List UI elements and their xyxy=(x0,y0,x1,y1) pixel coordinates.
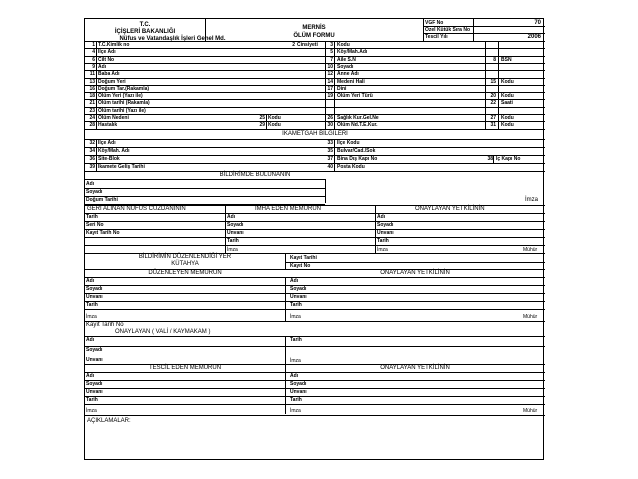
field-label: Doğum Tar.(Rakamla) xyxy=(98,85,150,92)
field-input[interactable] xyxy=(175,64,325,70)
grid-line xyxy=(96,41,97,130)
approver-row-label: Soyadı xyxy=(290,286,307,292)
field-number: 27 xyxy=(490,115,496,121)
field-label: T.C.Kimlik no xyxy=(98,42,130,48)
grid-line xyxy=(85,404,545,405)
field-input[interactable] xyxy=(325,278,535,284)
field-number: 23 xyxy=(89,107,95,114)
field-number: 39 xyxy=(89,164,95,170)
registrar-row-label: Tarih xyxy=(86,397,98,403)
field-number: 30 xyxy=(327,122,333,129)
field-input[interactable] xyxy=(125,189,325,195)
field-input[interactable] xyxy=(125,347,285,353)
field-input[interactable] xyxy=(175,148,325,154)
field-number: 12 xyxy=(327,71,333,78)
field-number: 19 xyxy=(327,93,333,100)
field-input[interactable] xyxy=(405,115,475,121)
grid-line xyxy=(85,380,545,381)
grid-line xyxy=(85,321,545,322)
field-number: 2 xyxy=(292,42,295,48)
field-label: İlçe Adı xyxy=(98,140,116,146)
grid-line xyxy=(85,155,545,156)
field-label: Aile S.N xyxy=(337,56,356,63)
field-input[interactable] xyxy=(415,238,535,244)
field-label: Adı xyxy=(98,63,107,70)
field-label: Bina Dış Kapı No xyxy=(337,156,378,162)
field-number: 40 xyxy=(327,164,333,170)
grid-line xyxy=(285,277,286,321)
field-input[interactable] xyxy=(175,57,325,63)
field-label: Ölüm Nedeni xyxy=(98,115,129,121)
seal-label: Mühür xyxy=(523,247,538,253)
field-input[interactable] xyxy=(265,214,375,220)
approver-row-label: Adı xyxy=(290,373,299,379)
field-input[interactable] xyxy=(325,294,535,300)
grid-line xyxy=(85,415,545,416)
grid-line xyxy=(85,301,545,302)
field-label: Köy/Mah.Adı xyxy=(337,49,368,56)
grid-line xyxy=(85,221,545,222)
record-number-label: Kayıt No xyxy=(290,263,311,269)
field-number: 20 xyxy=(490,93,496,100)
gender-label: Cinsiyeti xyxy=(297,42,318,48)
grid-line xyxy=(85,147,545,148)
registrar-title: TESCİL EDEN MEMURUN xyxy=(148,365,222,371)
field-input[interactable] xyxy=(125,357,285,363)
field-number: 15 xyxy=(490,78,496,85)
grid-line xyxy=(423,19,424,41)
field-number: 13 xyxy=(89,78,95,85)
field-input[interactable] xyxy=(405,49,475,55)
field-label: Bulvar/Cad./Sok xyxy=(337,148,376,154)
grid-line xyxy=(85,309,545,310)
grid-line xyxy=(498,41,499,129)
code-label: Kodu xyxy=(268,122,281,129)
approver-title: ONAYLAYAN YETKİLİNİN xyxy=(380,270,450,276)
seal-label: Mühür xyxy=(523,314,538,320)
grid-line xyxy=(85,121,545,122)
field-label: Ölüm tarihi (Yazı ile) xyxy=(98,107,146,114)
field-input[interactable] xyxy=(265,238,375,244)
card-row-label: Kayıt Tarih No xyxy=(86,230,120,236)
approver-row-label: Unvanı xyxy=(377,230,394,236)
ministry-line1: T.C. xyxy=(139,22,151,28)
field-label: Soyadı xyxy=(337,63,354,70)
field-number: 6 xyxy=(92,56,95,63)
field-input[interactable] xyxy=(405,57,475,63)
field-input[interactable] xyxy=(125,302,285,308)
grid-line xyxy=(96,139,97,171)
field-label: İlçe Kodu xyxy=(337,140,360,146)
issue-place-title: BİLDİRİMİN DÜZENLENDİĞİ YER xyxy=(138,254,232,260)
field-input[interactable] xyxy=(125,294,285,300)
grid-line xyxy=(285,336,286,364)
informant-row-label: Adı xyxy=(86,181,95,187)
field-input[interactable] xyxy=(125,337,285,343)
grid-line xyxy=(85,293,545,294)
issuer-row-label: Unvanı xyxy=(86,294,103,300)
card-row-label: Seri No xyxy=(86,222,104,228)
grid-line xyxy=(85,99,545,100)
approver-row-label: Soyadı xyxy=(290,381,307,387)
field-label: BSN xyxy=(501,56,512,63)
field-input[interactable] xyxy=(125,373,285,379)
signature-label: İmza xyxy=(86,408,97,414)
approver-row-label: Soyadı xyxy=(377,222,394,228)
grid-line xyxy=(493,155,494,163)
grid-line xyxy=(334,41,335,130)
registrar-row-label: Soyadı xyxy=(86,381,103,387)
approver-row-label: Unvanı xyxy=(290,389,307,395)
registrar-row-label: Unvanı xyxy=(86,389,103,395)
field-label: Anne Adı xyxy=(337,71,359,78)
field-number: 7 xyxy=(330,56,333,63)
field-input[interactable] xyxy=(405,164,535,170)
kutuk-label: Özel Kütük Sıra No xyxy=(425,27,471,33)
field-input[interactable] xyxy=(325,397,535,403)
field-label: İkamete Geliş Tarihi xyxy=(98,164,145,170)
tescil-label: Tescil Yılı xyxy=(425,34,448,40)
system-name: MERNİS xyxy=(302,25,326,31)
governor-title: ONAYLAYAN ( VALİ / KAYMAKAM ) xyxy=(115,329,211,335)
field-input[interactable] xyxy=(135,230,225,236)
approver-row-label: Adı xyxy=(290,278,299,284)
death-form xyxy=(84,18,544,460)
record-date-label: Kayıt Tarihi xyxy=(290,255,317,261)
issue-place-value: KÜTAHYA xyxy=(171,261,199,267)
field-input[interactable] xyxy=(175,156,325,162)
approver-title: ONAYLAYAN YETKİLİNİN xyxy=(380,365,450,371)
vgf-value: 70 xyxy=(534,20,541,26)
field-input[interactable] xyxy=(175,49,325,55)
field-input[interactable] xyxy=(175,108,325,114)
field-input[interactable] xyxy=(125,286,285,292)
field-number: 38 xyxy=(487,156,493,162)
grid-line xyxy=(285,364,286,414)
field-label: Ölüm Yeri (Yazı ile) xyxy=(98,93,143,100)
informant-title: BİLDİRİMDE BULUNANIN xyxy=(219,172,291,178)
vgf-label: VGF No xyxy=(425,20,444,26)
field-label: Baba Adı xyxy=(98,71,120,78)
officer-row-label: Soyadı xyxy=(227,222,244,228)
field-label: Hastalık xyxy=(98,122,118,129)
officer-row-label: Adı xyxy=(227,214,236,220)
field-input[interactable] xyxy=(135,222,225,228)
approver-title: ONAYLAYAN YETKİLİNİN xyxy=(415,206,485,212)
officer-row-label: Unvanı xyxy=(227,230,244,236)
grid-line xyxy=(85,48,545,49)
field-number: 24 xyxy=(89,115,95,121)
field-number: 35 xyxy=(327,148,333,154)
grid-line xyxy=(85,63,545,64)
approver-row-label: Tarih xyxy=(290,397,302,403)
grid-line xyxy=(85,163,545,164)
field-number: 1 xyxy=(92,42,95,48)
field-number: 14 xyxy=(327,78,333,85)
ikametgah-title: İKAMETGAH BİLGİLERİ xyxy=(282,131,348,137)
field-input[interactable] xyxy=(325,302,535,308)
grid-line xyxy=(225,205,226,253)
field-label: Cilt No xyxy=(98,56,115,63)
informant-row-label: Doğum Tarihi xyxy=(86,197,118,203)
field-input[interactable] xyxy=(175,164,325,170)
grid-line xyxy=(85,388,545,389)
grid-line xyxy=(266,114,267,129)
grid-line xyxy=(85,245,545,246)
field-number: 25 xyxy=(259,115,265,121)
signature-label: İmza xyxy=(290,314,301,320)
form-title: ÖLÜM FORMU xyxy=(293,33,335,39)
grid-line xyxy=(285,253,286,269)
governor-row-label: Adı xyxy=(86,337,95,343)
field-input[interactable] xyxy=(325,381,535,387)
officer-row-label: Tarih xyxy=(227,238,239,244)
field-number: 10 xyxy=(327,63,333,70)
field-input[interactable] xyxy=(325,286,535,292)
field-label: Site-Blok xyxy=(98,156,120,162)
field-input[interactable] xyxy=(405,64,475,70)
grid-line xyxy=(334,139,335,171)
field-number: 4 xyxy=(92,49,95,56)
approver-row-label: Tarih xyxy=(377,238,389,244)
field-input[interactable] xyxy=(135,214,225,220)
tescil-value: 2006 xyxy=(527,34,541,40)
approver-row-label: Tarih xyxy=(290,302,302,308)
field-label: Saati xyxy=(501,100,513,107)
signature-label: İmza xyxy=(227,247,238,253)
seal-label: Mühür xyxy=(523,408,538,414)
field-input[interactable] xyxy=(405,71,475,77)
field-label: Kodu xyxy=(501,78,514,85)
field-input[interactable] xyxy=(325,373,535,379)
field-label: Doğum Yeri xyxy=(98,78,126,85)
field-input[interactable] xyxy=(125,381,285,387)
field-input[interactable] xyxy=(325,389,535,395)
field-input[interactable] xyxy=(125,197,325,203)
field-input[interactable] xyxy=(405,79,475,85)
grid-line xyxy=(85,346,545,347)
field-label: Medeni Hali xyxy=(337,78,365,85)
grid-line xyxy=(85,56,545,57)
field-number: 11 xyxy=(89,71,95,78)
field-input[interactable] xyxy=(125,389,285,395)
remarks-input[interactable] xyxy=(87,425,537,431)
signature-label: İmza xyxy=(525,197,539,203)
governor-row-label: Soyadı xyxy=(86,347,103,353)
issuer-row-label: Adı xyxy=(86,278,95,284)
signature-label: İmza xyxy=(290,408,301,414)
issuer-row-label: Tarih xyxy=(86,302,98,308)
field-input[interactable] xyxy=(125,278,285,284)
grid-line xyxy=(85,285,545,286)
issuer-title: DÜZENLEYEN MEMURUN xyxy=(148,270,222,276)
field-number: 26 xyxy=(327,115,333,121)
governor-row-label: Unvanı xyxy=(86,357,103,363)
field-label: Kodu xyxy=(501,93,514,100)
field-input[interactable] xyxy=(265,230,375,236)
field-input[interactable] xyxy=(405,93,475,99)
grid-line xyxy=(473,19,474,41)
field-input[interactable] xyxy=(175,100,325,106)
grid-line xyxy=(85,179,325,180)
field-input[interactable] xyxy=(265,222,375,228)
approver-row-label: Adı xyxy=(377,214,386,220)
field-input[interactable] xyxy=(405,86,475,92)
field-label: Posta Kodu xyxy=(337,164,365,170)
grid-line xyxy=(85,237,545,238)
field-input[interactable] xyxy=(415,230,535,236)
grid-line xyxy=(85,92,545,93)
field-label: İlçe Adı xyxy=(98,49,116,56)
issuer-row-label: Soyadı xyxy=(86,286,103,292)
field-input[interactable] xyxy=(415,222,535,228)
field-input[interactable] xyxy=(175,71,325,77)
field-number: 28 xyxy=(89,122,95,129)
directorate-name: Nüfus ve Vatandaşlık İşleri Genel Md. xyxy=(119,36,226,42)
field-input[interactable] xyxy=(405,148,535,154)
card-row-label: Tarih xyxy=(86,214,98,220)
field-number: 21 xyxy=(89,100,95,107)
field-number: 17 xyxy=(327,85,333,92)
grid-line xyxy=(85,107,545,108)
grid-line xyxy=(375,205,376,253)
field-input[interactable] xyxy=(175,115,325,121)
field-input[interactable] xyxy=(405,122,475,128)
field-label: Kodu xyxy=(501,122,514,129)
destroyer-title: İMHA EDEN MEMURUN xyxy=(255,206,322,212)
approver-row-label: Unvanı xyxy=(290,294,307,300)
field-input[interactable] xyxy=(405,140,535,146)
id-card-title: GERİ ALINAN NÜFUS CÜZDANININ xyxy=(87,206,186,212)
field-input[interactable] xyxy=(175,122,325,128)
signature-label: İmza xyxy=(86,314,97,320)
field-label: Kodu xyxy=(337,42,350,48)
field-input[interactable] xyxy=(415,214,535,220)
field-label: Ölüm Yeri Türü xyxy=(337,93,373,100)
field-input[interactable] xyxy=(125,397,285,403)
field-number: 29 xyxy=(259,122,265,129)
record-number-label: Kayıt Tarih No xyxy=(86,322,124,328)
field-label: Sağlık Kur.Gel.Ne xyxy=(337,115,379,121)
field-number: 16 xyxy=(89,85,95,92)
field-input[interactable] xyxy=(405,42,475,48)
remarks-label: AÇIKLAMALAR: xyxy=(87,418,131,424)
field-label: Köy/Mah. Adı xyxy=(98,148,130,154)
field-input[interactable] xyxy=(175,86,325,92)
field-input[interactable] xyxy=(125,181,325,187)
field-number: 32 xyxy=(89,140,95,146)
grid-line xyxy=(85,114,545,115)
grid-line xyxy=(285,262,545,263)
field-number: 36 xyxy=(89,156,95,162)
field-number: 33 xyxy=(327,140,333,146)
field-number: 3 xyxy=(330,42,333,48)
grid-line xyxy=(85,396,545,397)
field-number: 37 xyxy=(327,156,333,162)
field-number: 18 xyxy=(89,93,95,100)
grid-line xyxy=(485,41,486,129)
ministry-name: İÇİŞLERİ BAKANLIĞI xyxy=(114,29,176,35)
date-label: Tarih xyxy=(290,337,302,343)
field-number: 9 xyxy=(92,63,95,70)
grid-line xyxy=(85,229,545,230)
field-number: 34 xyxy=(89,148,95,154)
signature-label: İmza xyxy=(377,247,388,253)
field-label: Kodu xyxy=(501,115,514,121)
registrar-row-label: Adı xyxy=(86,373,95,379)
signature-label: İmza xyxy=(290,358,301,364)
field-input[interactable] xyxy=(175,140,325,146)
field-label: Dini xyxy=(337,85,347,92)
field-number: 5 xyxy=(330,49,333,56)
field-number: 8 xyxy=(493,56,496,63)
grid-line xyxy=(85,70,545,71)
field-label: Ölüm Nd.T.E.Kur. xyxy=(337,122,378,129)
grid-line xyxy=(85,129,545,130)
informant-row-label: Soyadı xyxy=(86,189,103,195)
field-number: 31 xyxy=(490,122,496,129)
field-input[interactable] xyxy=(175,93,325,99)
grid-line xyxy=(325,179,326,203)
code-label: Kodu xyxy=(268,115,281,121)
inner-door-label: İç Kapı No xyxy=(496,156,521,162)
field-label: Ölüm tarihi (Rakamla) xyxy=(98,100,150,107)
grid-line xyxy=(85,85,545,86)
grid-line xyxy=(85,78,545,79)
field-number: 22 xyxy=(490,100,496,107)
field-input[interactable] xyxy=(175,79,325,85)
